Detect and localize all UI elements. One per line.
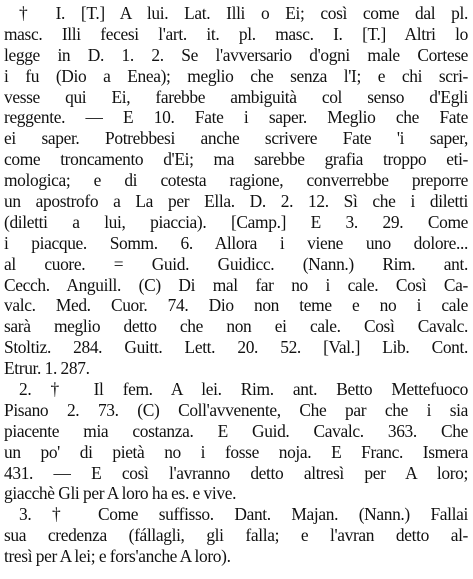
text-line: Etrur. 1. 287. bbox=[4, 358, 90, 379]
text-line: tresì per A lei; e fors'anche A loro). bbox=[4, 546, 231, 567]
text-line: i fu (Dio a Enea); meglio che senza l'I; e chi scri- bbox=[4, 65, 468, 86]
text-line: valc. Med. Cuor. 74. Dio non teme e no i cale bbox=[4, 295, 468, 316]
entry-section-2 bbox=[4, 379, 468, 504]
text-line: come troncamento d'Ei; ma sarebbe grafia troppo eti- bbox=[4, 149, 468, 170]
text-line: un apostrofo a La per Ella. D. 2. 12. Sì che i diletti bbox=[4, 191, 468, 212]
text-line: (diletti a lui, piaccia). [Camp.] E 3. 29. Come bbox=[4, 211, 468, 232]
text-line: ei saper. Potrebbesi anche scrivere Fate 'i saper, bbox=[4, 128, 468, 149]
text-line: giacchè Gli per A loro ha es. e vive. bbox=[4, 483, 237, 504]
text-line: piacente mia costanza. E Guid. Cavalc. 363. Che bbox=[4, 420, 468, 441]
text-line: 2. † Il fem. A lei. Rim. ant. Betto Mettefuoco bbox=[19, 379, 468, 400]
text-line: vesse qui Ei, farebbe ambiguità col senso d'Egli bbox=[4, 86, 468, 107]
text-line: sarà meglio detto che non ei cale. Così Cavalc. bbox=[4, 316, 468, 337]
text-line: mologica; e di cotesta ragione, converrebbe preporre bbox=[4, 170, 468, 191]
text-line: reggente. — E 10. Fate i saper. Meglio che Fate bbox=[4, 107, 468, 128]
dictionary-page bbox=[4, 3, 468, 567]
text-line: 3. † Come suffisso. Dant. Majan. (Nann.) Fallai bbox=[19, 504, 468, 525]
text-line: un po' di pietà no i fosse noja. E Franc. Ismera bbox=[4, 441, 468, 462]
text-line: masc. Illi fecesi l'art. it. pl. masc. I. [T.] Altri lo bbox=[4, 23, 468, 44]
text-line: sua credenza (fállagli, gli falla; e l'avran detto al- bbox=[4, 525, 468, 546]
text-line: Cecch. Anguill. (C) Di mal far no i cale. Così Ca- bbox=[4, 274, 468, 295]
text-line: legge in D. 1. 2. Se l'avversario d'ogni male Cortese bbox=[4, 44, 468, 65]
entry-section-1 bbox=[4, 3, 468, 379]
text-line: i piacque. Somm. 6. Allora i viene uno dolore... bbox=[4, 232, 468, 253]
text-line: al cuore. = Guid. Guidicc. (Nann.) Rim. ant. bbox=[4, 253, 468, 274]
text-line: † I. [T.] A lui. Lat. Illi o Ei; così come dal pl. bbox=[19, 3, 468, 23]
text-line: 431. — E così l'avranno detto altresì per A loro; bbox=[4, 462, 468, 483]
entry-section-3 bbox=[4, 504, 468, 567]
text-line: Pisano 2. 73. (C) Coll'avvenente, Che par che i sia bbox=[4, 399, 468, 420]
text-line: Stoltiz. 284. Guitt. Lett. 20. 52. [Val.] Lib. Cont. bbox=[4, 337, 468, 358]
